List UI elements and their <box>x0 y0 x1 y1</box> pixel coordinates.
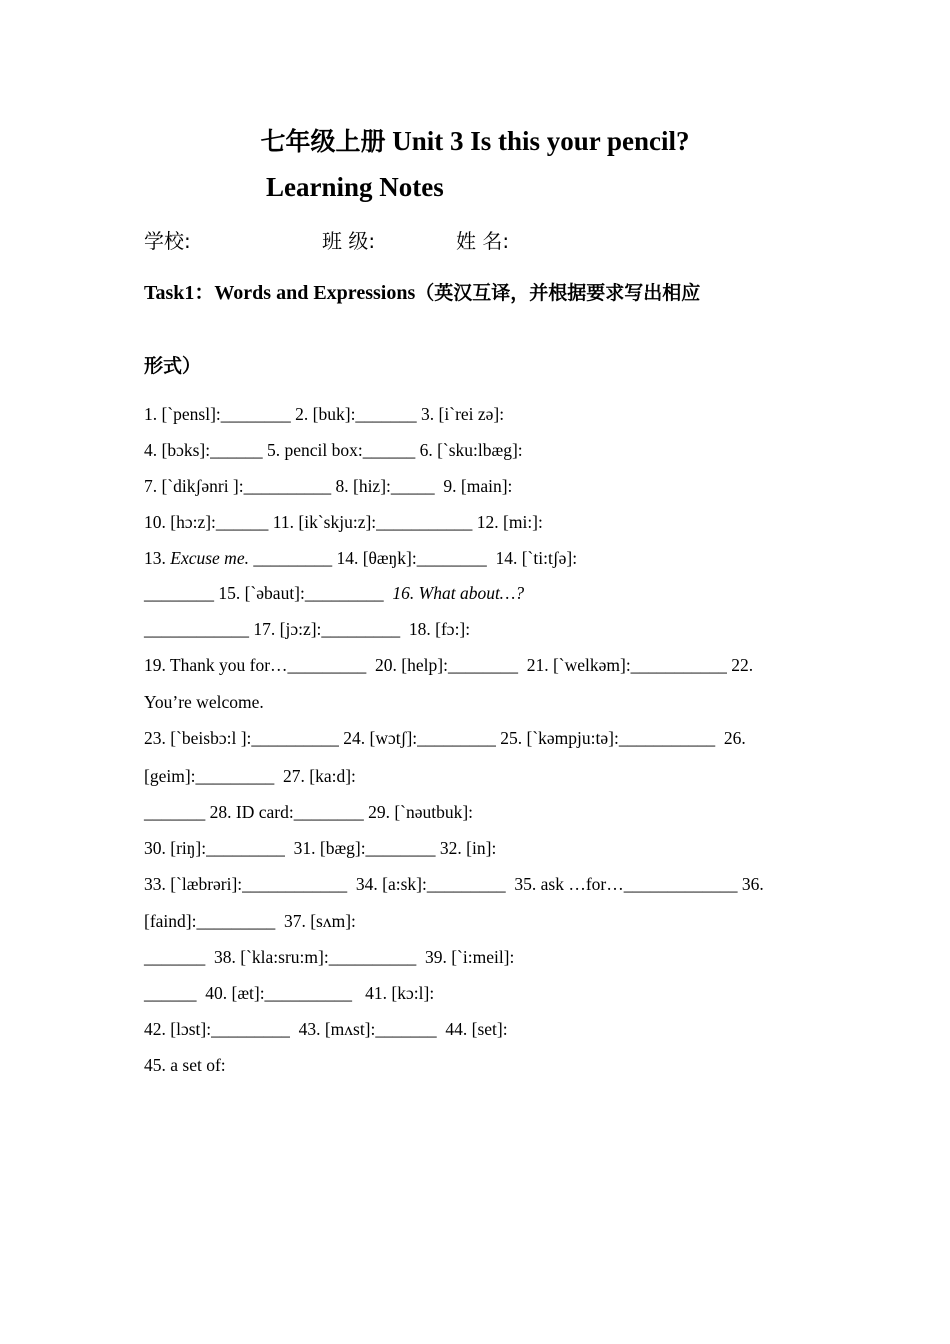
name-label: 姓 名: <box>456 229 510 253</box>
exercise-line-3: 7. [`dikʃənri ]:__________ 8. [hiz]:_____ 9. [main]: <box>144 476 513 496</box>
class-label: 班 级: <box>322 229 376 253</box>
line-6-text: ________ 15. [`əbaut]:_________ <box>144 583 393 603</box>
exercise-line-5 <box>144 548 577 569</box>
task-heading-english: Task1：Words and Expressions <box>144 282 416 304</box>
exercise-line-18: 42. [lɔst]:_________ 43. [mʌst]:_______ 44. [set]: <box>144 1019 508 1039</box>
exercise-line-19: 45. a set of: <box>144 1055 226 1075</box>
school-label: 学校: <box>144 229 191 253</box>
page-title <box>0 122 950 158</box>
task-heading-chinese: （英汉互译，并根据要求写出相应 <box>415 282 701 304</box>
exercise-line-10: 23. [`beisbɔ:l ]:__________ 24. [wɔtʃ]:_________ 25. [`kəmpju:tə]:___________ 26. <box>144 728 746 748</box>
task-heading <box>144 276 700 305</box>
exercise-line-2: 4. [bɔks]:______ 5. pencil box:______ 6. [`sku:lbæg]: <box>144 440 523 460</box>
page-subtitle: Learning Notes <box>266 172 444 202</box>
line-5-rest: _________ 14. [θæŋk]:________ 14. [`ti:tʃə]: <box>248 548 578 568</box>
exercise-line-9: You’re welcome. <box>144 692 264 712</box>
line-6-italic: 16. What about…? <box>392 583 525 603</box>
exercise-line-6 <box>144 583 524 604</box>
exercise-line-11: [geim]:_________ 27. [ka:d]: <box>144 766 356 786</box>
title-english: Unit 3 Is this your pencil? <box>385 126 690 156</box>
line-5-italic: Excuse me. <box>170 548 249 568</box>
exercise-line-13: 30. [riŋ]:_________ 31. [bæg]:________ 32. [in]: <box>144 838 497 858</box>
task-heading-continued: 形式） <box>144 355 202 377</box>
exercise-line-1: 1. [`pensl]:________ 2. [buk]:_______ 3. [i`rei zə]: <box>144 404 505 424</box>
exercise-line-4: 10. [hɔ:z]:______ 11. [ik`skju:z]:___________ 12. [mi:]: <box>144 512 543 532</box>
title-chinese: 七年级上册 <box>260 127 386 156</box>
exercise-line-15: [faind]:_________ 37. [sʌm]: <box>144 911 356 931</box>
line-5-number: 13. <box>144 548 171 568</box>
exercise-line-14: 33. [`læbrəri]:____________ 34. [a:sk]:_________ 35. ask …for…_____________ 36. <box>144 874 764 894</box>
exercise-line-17: ______ 40. [æt]:__________ 41. [kɔ:l]: <box>144 983 435 1003</box>
exercise-line-7: ____________ 17. [jɔ:z]:_________ 18. [fɔ:]: <box>144 619 471 639</box>
exercise-line-16: _______ 38. [`kla:sru:m]:__________ 39. [`i:meil]: <box>144 947 515 967</box>
exercise-line-12: _______ 28. ID card:________ 29. [`nəutbuk]: <box>144 802 474 822</box>
exercise-line-8: 19. Thank you for…_________ 20. [help]:________ 21. [`welkəm]:___________ 22. <box>144 655 754 675</box>
